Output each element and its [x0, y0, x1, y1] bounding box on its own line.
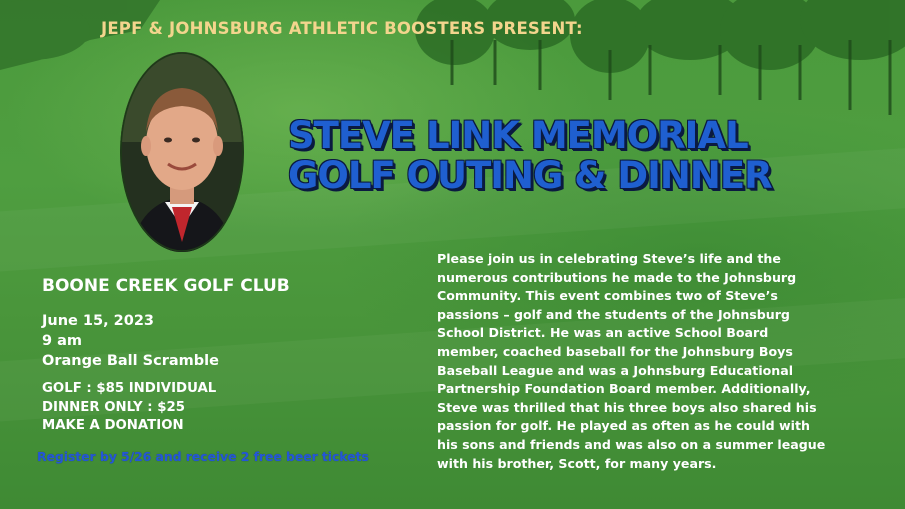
venue-name: BOONE CREEK GOLF CLUB	[42, 276, 290, 296]
register-note: Register by 5/26 and receive 2 free beer tickets	[37, 449, 369, 464]
bio-line: with his brother, Scott, for many years.	[437, 455, 717, 471]
golf-price: GOLF : $85 INDIVIDUAL	[42, 381, 217, 396]
bio-line: Community. This event combines two of Steve’s	[437, 288, 778, 304]
bio-line: member, coached baseball for the Johnsburg Boys	[437, 343, 793, 359]
bio-line: Steve was thrilled that his three boys also shared his	[437, 399, 817, 415]
donation-link: MAKE A DONATION	[42, 418, 184, 433]
pricing-list	[42, 380, 342, 436]
dinner-price: DINNER ONLY : $25	[42, 399, 185, 415]
bio-line: Baseball League and was a Johnsburg Educational	[437, 362, 794, 378]
event-details	[42, 311, 342, 371]
event-title	[288, 116, 848, 196]
bio-line: Partnership Foundation Board member. Additionally,	[437, 381, 811, 397]
title-line-2: GOLF OUTING & DINNER	[288, 154, 772, 197]
bio-line: School District. He was an active School Board	[437, 325, 769, 341]
event-format: Orange Ball Scramble	[42, 353, 219, 369]
bio-line: passions – golf and the students of the Johnsburg	[437, 306, 790, 322]
bio-paragraph	[437, 250, 867, 473]
event-time: 9 am	[42, 333, 83, 349]
title-line-1: STEVE LINK MEMORIAL	[288, 114, 748, 157]
event-date: June 15, 2023	[42, 313, 155, 329]
bio-line: passion for golf. He played as often as he could with	[437, 418, 810, 434]
bio-line: numerous contributions he made to the Johnsburg	[437, 269, 797, 285]
bio-line: Please join us in celebrating Steve’s life and the	[437, 251, 781, 266]
portrait-photo	[120, 52, 244, 252]
bio-line: his sons and friends and was also on a summer league	[437, 436, 826, 452]
presenter-line: JEPF & JOHNSBURG ATHLETIC BOOSTERS PRESENT:	[101, 19, 583, 38]
